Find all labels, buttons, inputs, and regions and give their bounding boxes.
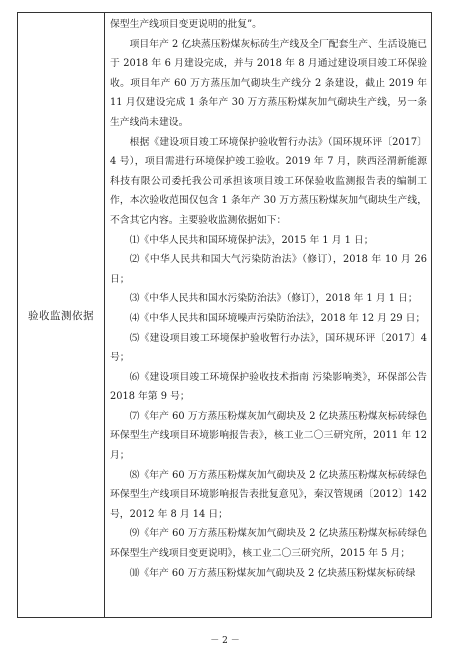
basis-item-2: ⑵《中华人民共和国大气污染防治法》（修订），2018 年 10 月 26 日； bbox=[110, 254, 427, 285]
basis-item-1: ⑴《中华人民共和国环境保护法》，2015 年 1 月 1 日； bbox=[129, 234, 374, 246]
basis-item-3: ⑶《中华人民共和国水污染防治法》（修订），2018 年 1 月 1 日； bbox=[129, 293, 418, 305]
basis-item-6: ⑹《建设项目竣工环境保护验收技术指南 污染影响类》，环保部公告 2018 年第 9 号； bbox=[110, 371, 427, 403]
basis-item-8: ⑻《年产 60 万方蒸压粉煤灰加气砌块及 2 亿块蒸压粉煤灰标砖绿色环保型生产线项目环境影响报告表批复意见》，秦汉管规函〔2012〕142 号，2012 年 8 月 14 日； bbox=[110, 469, 427, 520]
basis-item-10: ⑽《年产 60 万方蒸压粉煤灰加气砌块及 2 亿块蒸压粉煤灰标砖绿 bbox=[129, 567, 416, 579]
page-number: － 2 － bbox=[210, 636, 240, 646]
paragraph-project-status: 项目年产 2 亿块蒸压粉煤灰标砖生产线及全厂配套生产、生活设施已于 2018 年 6 月建设完成，并与 2018 年 8 月通过建设项目竣工环保验收。项目年产 60 万方蒸压加气砌块生产线分 2 条建设，截止 2019 年 11 月仅建设完成 1 条年产 30 万方蒸压粉煤灰加气砌块生产线，另一条生产线尚未建设。 bbox=[110, 38, 427, 128]
basis-item-5: ⑸《建设项目竣工环境保护验收暂行办法》，国环规环评〔2017〕4 号； bbox=[110, 332, 427, 364]
basis-table bbox=[17, 12, 432, 618]
basis-content bbox=[110, 15, 427, 583]
basis-item-7: ⑺《年产 60 万方蒸压粉煤灰加气砌块及 2 亿块蒸压粉煤灰标砖绿色环保型生产线项目环境影响报告表》，核工业二〇三研究所，2011 年 12 月； bbox=[110, 410, 427, 462]
basis-item-9: ⑼《年产 60 万方蒸压粉煤灰加气砌块及 2 亿块蒸压粉煤灰标砖绿色环保型生产线项目变更说明》，核工业二〇三研究所，2015 年 5 月； bbox=[110, 528, 427, 560]
paragraph-continued: 保型生产线项目变更说明的批复”。 bbox=[110, 19, 262, 30]
section-label: 验收监测依据 bbox=[28, 309, 94, 322]
paragraph-acceptance-basis: 根据《建设项目竣工环境保护验收暂行办法》（国环规环评〔2017〕4 号），项目需进行环境保护竣工验收。2019 年 7 月，陕西泾渭新能源科技有限公司委托我公司承担该项目竣工环保验收监测报告表的编制工作，本次验收范围仅包含 1 条年产 30 万方蒸压粉煤灰加气砌块生产线，不含其它内容。主要验收监测依据如下： bbox=[110, 136, 427, 226]
basis-item-4: ⑷《中华人民共和国环境噪声污染防治法》，2018 年 12 月 29 日； bbox=[129, 312, 426, 324]
column-divider bbox=[104, 13, 105, 617]
